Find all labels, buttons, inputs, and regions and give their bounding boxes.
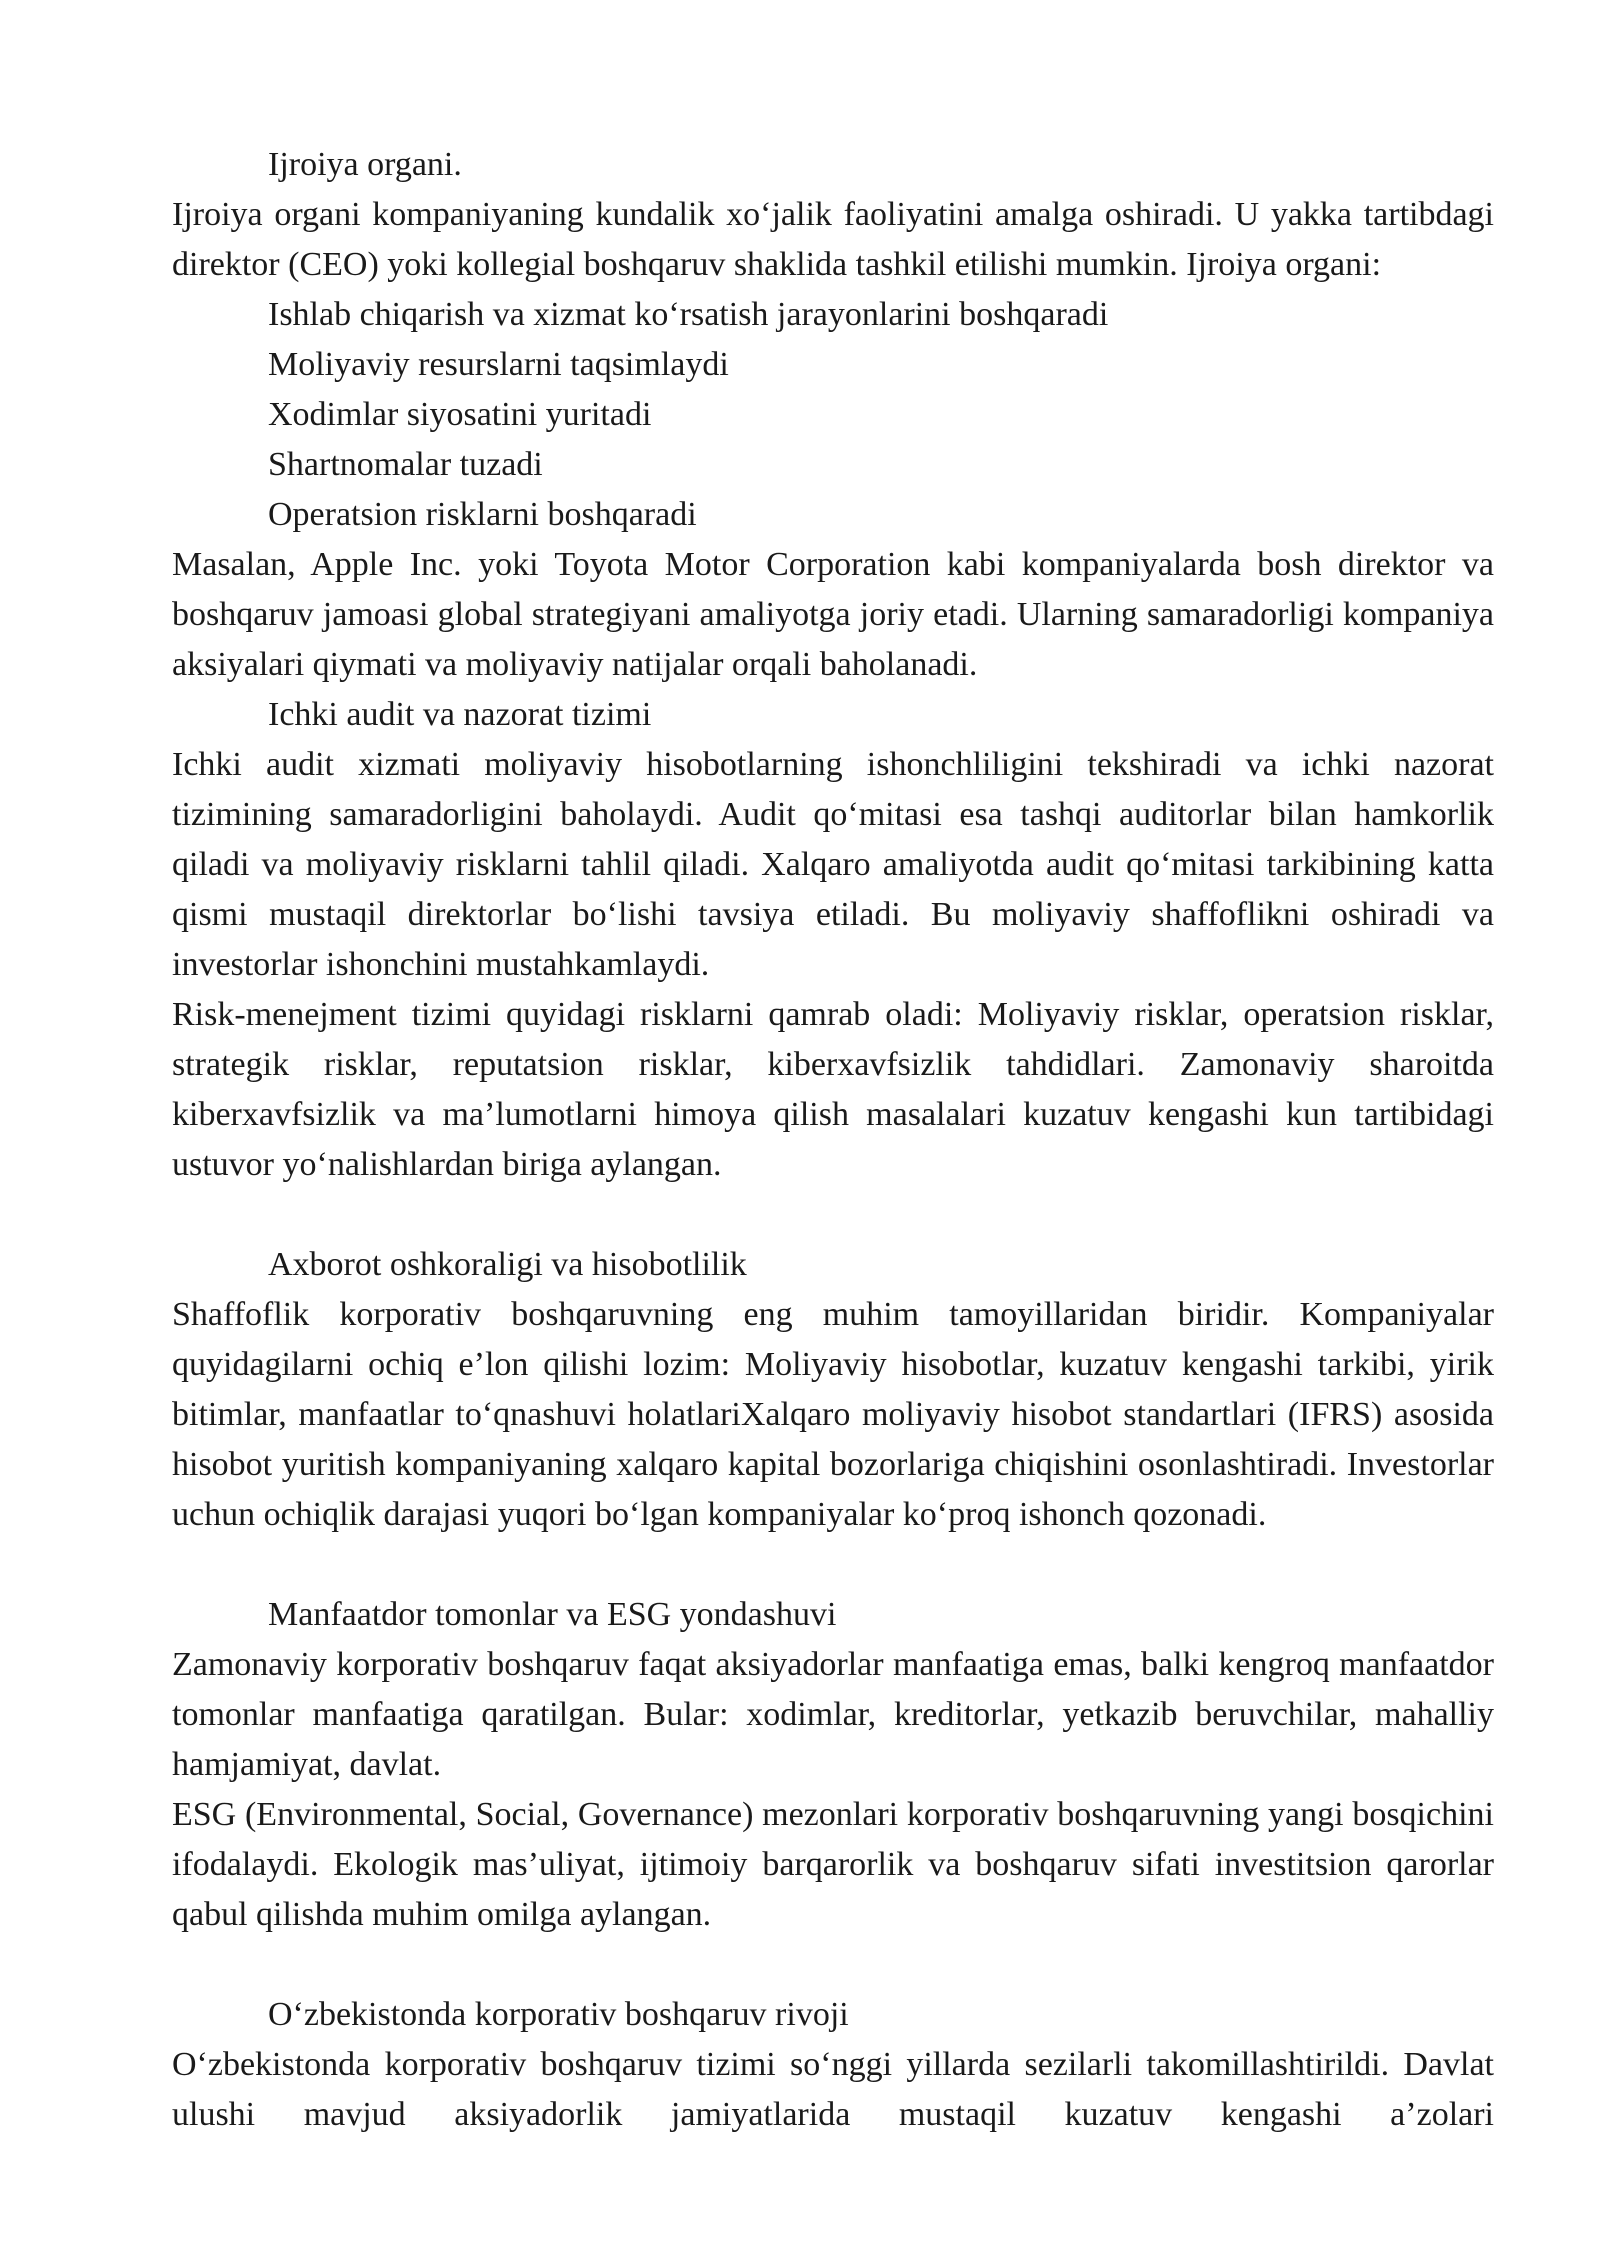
section-heading-audit: Ichki audit va nazorat tizimi bbox=[268, 696, 652, 733]
section-heading-transparency: Axborot oshkoraligi va hisobotlilik bbox=[268, 1246, 747, 1283]
document-page bbox=[172, 140, 1494, 2140]
list-item: Xodimlar siyosatini yuritadi bbox=[268, 396, 652, 433]
list-item: Ishlab chiqarish va xizmat ko‘rsatish jarayonlarini boshqaradi bbox=[268, 296, 1109, 333]
list-item: Moliyaviy resurslarni taqsimlaydi bbox=[268, 346, 729, 383]
spacer bbox=[172, 1190, 1494, 1240]
paragraph-executive-example: Masalan, Apple Inc. yoki Toyota Motor Corporation kabi kompaniyalarda bosh direktor va boshqaruv jamoasi global strategiyani amaliyotga joriy etadi. Ularning samaradorligi kompaniya aksiyalari qiymati va moliyaviy natijalar orqali baholanadi. bbox=[172, 546, 1494, 683]
paragraph-esg: ESG (Environmental, Social, Governance) mezonlari korporativ boshqaruvning yangi bosqichini ifodalaydi. Ekologik mas’uliyat, ijtimoiy barqarorlik va boshqaruv sifati investitsion qarorlar qabul qilishda muhim omilga aylangan. bbox=[172, 1796, 1494, 1933]
paragraph-executive-intro: Ijroiya organi kompaniyaning kundalik xo‘jalik faoliyatini amalga oshiradi. U yakka tartibdagi direktor (CEO) yoki kollegial boshqaruv shaklida tashkil etilishi mumkin. Ijroiya organi: bbox=[172, 196, 1494, 283]
paragraph-transparency-body: Shaffoflik korporativ boshqaruvning eng muhim tamoyillaridan biridir. Kompaniyalar quyidagilarni ochiq e’lon qilishi lozim: Moliyaviy hisobotlar, kuzatuv kengashi tarkibi, yirik bitimlar, manfaatlar to‘qnashuvi holatlariXalqaro moliyaviy hisobot standartlari (IFRS) asosida hisobot yuritish kompaniyaning xalqaro kapital bozorlariga chiqishini osonlashtiradi. Investorlar uchun ochiqlik darajasi yuqori bo‘lgan kompaniyalar ko‘proq ishonch qozonadi. bbox=[172, 1296, 1494, 1533]
section-heading-executive: Ijroiya organi. bbox=[268, 146, 462, 183]
section-heading-uzbekistan: O‘zbekistonda korporativ boshqaruv rivoji bbox=[268, 1996, 849, 2033]
paragraph-stakeholders-body: Zamonaviy korporativ boshqaruv faqat aksiyadorlar manfaatiga emas, balki kengroq manfaatdor tomonlar manfaatiga qaratilgan. Bular: xodimlar, kreditorlar, yetkazib beruvchilar, mahalliy hamjamiyat, davlat. bbox=[172, 1646, 1494, 1783]
paragraph-audit-body: Ichki audit xizmati moliyaviy hisobotlarning ishonchliligini tekshiradi va ichki nazorat tizimining samaradorligini baholaydi. Audit qo‘mitasi esa tashqi auditorlar bilan hamkorlik qiladi va moliyaviy risklarni tahlil qiladi. Xalqaro amaliyotda audit qo‘mitasi tarkibining katta qismi mustaqil direktorlar bo‘lishi tavsiya etiladi. Bu moliyaviy shaffoflikni oshiradi va investorlar ishonchini mustahkamlaydi. bbox=[172, 746, 1494, 983]
executive-functions-list bbox=[172, 290, 1494, 540]
list-item: Shartnomalar tuzadi bbox=[268, 446, 543, 483]
paragraph-uzbekistan-body: O‘zbekistonda korporativ boshqaruv tizimi so‘nggi yillarda sezilarli takomillashtirildi. Davlat ulushi mavjud aksiyadorlik jamiyatlarida mustaqil kuzatuv kengashi a’zolari bbox=[172, 2046, 1494, 2133]
spacer bbox=[172, 1940, 1494, 1990]
spacer bbox=[172, 1540, 1494, 1590]
list-item: Operatsion risklarni boshqaradi bbox=[268, 496, 697, 533]
section-heading-stakeholders: Manfaatdor tomonlar va ESG yondashuvi bbox=[268, 1596, 837, 1633]
paragraph-risk-management: Risk-menejment tizimi quyidagi risklarni qamrab oladi: Moliyaviy risklar, operatsion risklar, strategik risklar, reputatsion risklar, kiberxavfsizlik tahdidlari. Zamonaviy sharoitda kiberxavfsizlik va ma’lumotlarni himoya qilish masalalari kuzatuv kengashi kun tartibidagi ustuvor yo‘nalishlardan biriga aylangan. bbox=[172, 996, 1494, 1183]
